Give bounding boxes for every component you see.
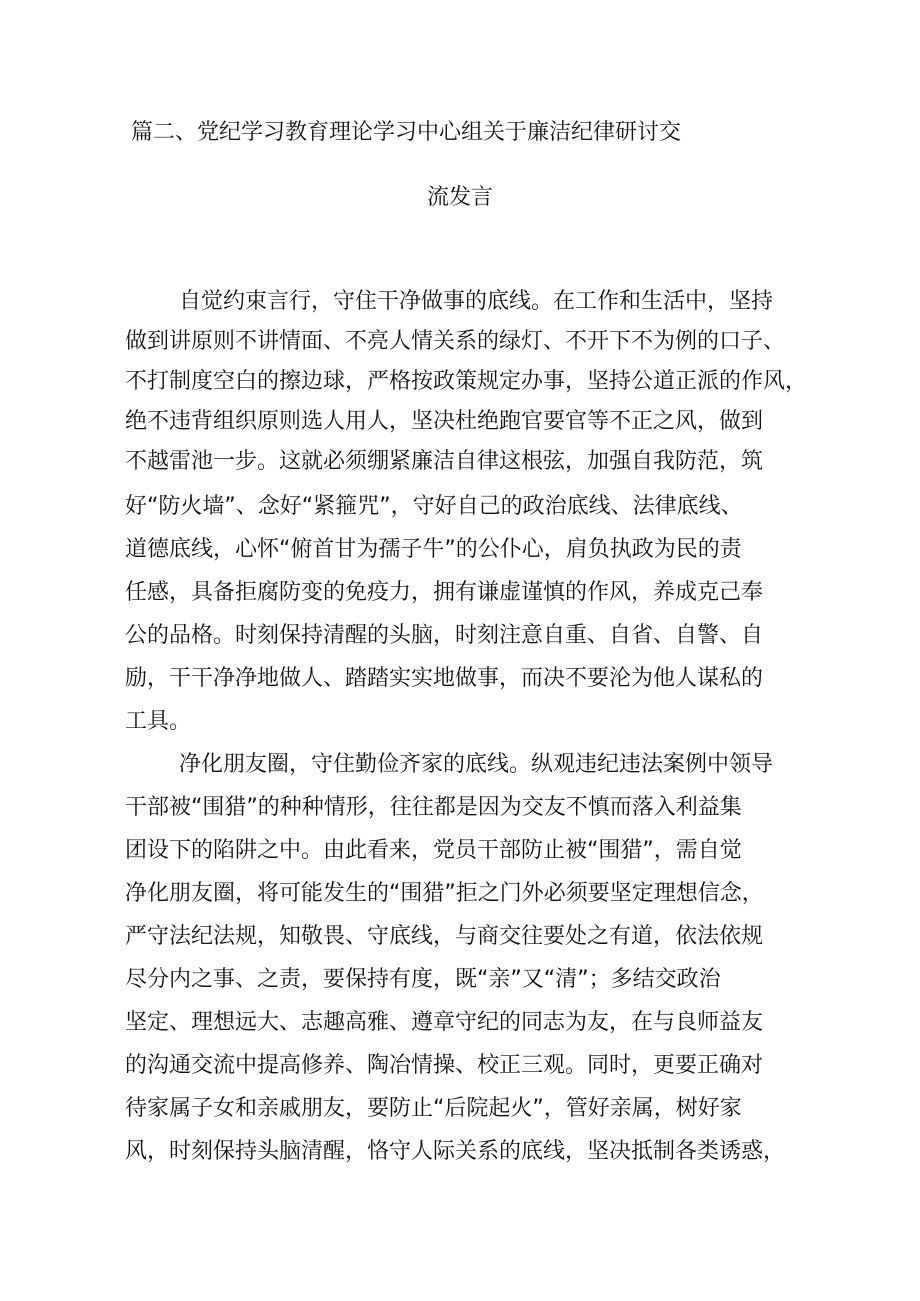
paragraph-2-line-9: 待家属子女和亲戚朋友，要防止“后院起火”，管好亲属，树好家 [125,1096,742,1121]
paragraph-2-line-1: 净化朋友圈，守住勤俭齐家的底线。纵观违纪违法案例中领导 [179,752,774,777]
paragraph-1-line-9: 公的品格。时刻保持清醒的头脑，时刻注意自重、自省、自警、自 [125,623,764,648]
paragraph-1-line-1: 自觉约束言行，守住干净做事的底线。在工作和生活中，坚持 [179,289,774,314]
paragraph-1-line-7: 道德底线，心怀“俯首甘为孺子牛”的公仆心，肩负执政为民的责 [125,537,742,562]
paragraph-2-line-2: 干部被“围猎”的种种情形，往往都是因为交友不慎而落入利益集 [125,795,742,820]
paragraph-2-line-10: 风，时刻保持头脑清醒，恪守人际关系的底线，坚决抵制各类诱惑， [125,1139,786,1164]
paragraph-1-line-10: 励，干干净净地做人、踏踏实实地做事，而决不要沦为他人谋私的 [125,666,764,691]
paragraph-2-line-7: 坚定、理想远大、志趣高雅、遵章守纪的同志为友，在与良师益友 [125,1010,764,1035]
paragraph-2-line-3: 团设下的陷阱之中。由此看来，党员干部防止被“围猎”，需自觉 [125,838,742,863]
paragraph-1-line-3: 不打制度空白的擦边球，严格按政策规定办事，坚持公道正派的作风， [125,369,808,394]
paragraph-1-line-2: 做到讲原则不讲情面、不亮人情关系的绿灯、不开下不为例的口子、 [125,329,786,354]
paragraph-1-line-5: 不越雷池一步。这就必须绷紧廉洁自律这根弦，加强自我防范，筑 [125,449,764,474]
paragraph-1-line-8: 任感，具备拒腐防变的免疫力，拥有谦虚谨慎的作风，养成克己奉 [125,580,764,605]
paragraph-1-line-6: 好“防火墙”、念好“紧箍咒”，守好自己的政治底线、法律底线、 [125,494,743,519]
paragraph-2-line-5: 严守法纪法规，知敬畏、守底线，与商交往要处之有道，依法依规 [125,924,764,949]
paragraph-2-line-8: 的沟通交流中提高修养、陶冶情操、校正三观。同时，更要正确对 [125,1053,764,1078]
paragraph-1-line-11: 工具。 [125,709,192,734]
paragraph-1-line-4: 绝不违背组织原则选人用人，坚决杜绝跑官要官等不正之风，做到 [125,409,764,434]
paragraph-2-line-4: 净化朋友圈，将可能发生的“围猎”拒之门外必须要坚定理想信念， [125,881,764,906]
paragraph-2-line-6: 尽分内之事、之责，要保持有度，既“亲”又“清”；多结交政治 [125,967,721,992]
document-title-line-1: 篇二、党纪学习教育理论学习中心组关于廉洁纪律研讨交 [131,120,682,145]
document-title-line-2: 流发言 [426,185,493,210]
